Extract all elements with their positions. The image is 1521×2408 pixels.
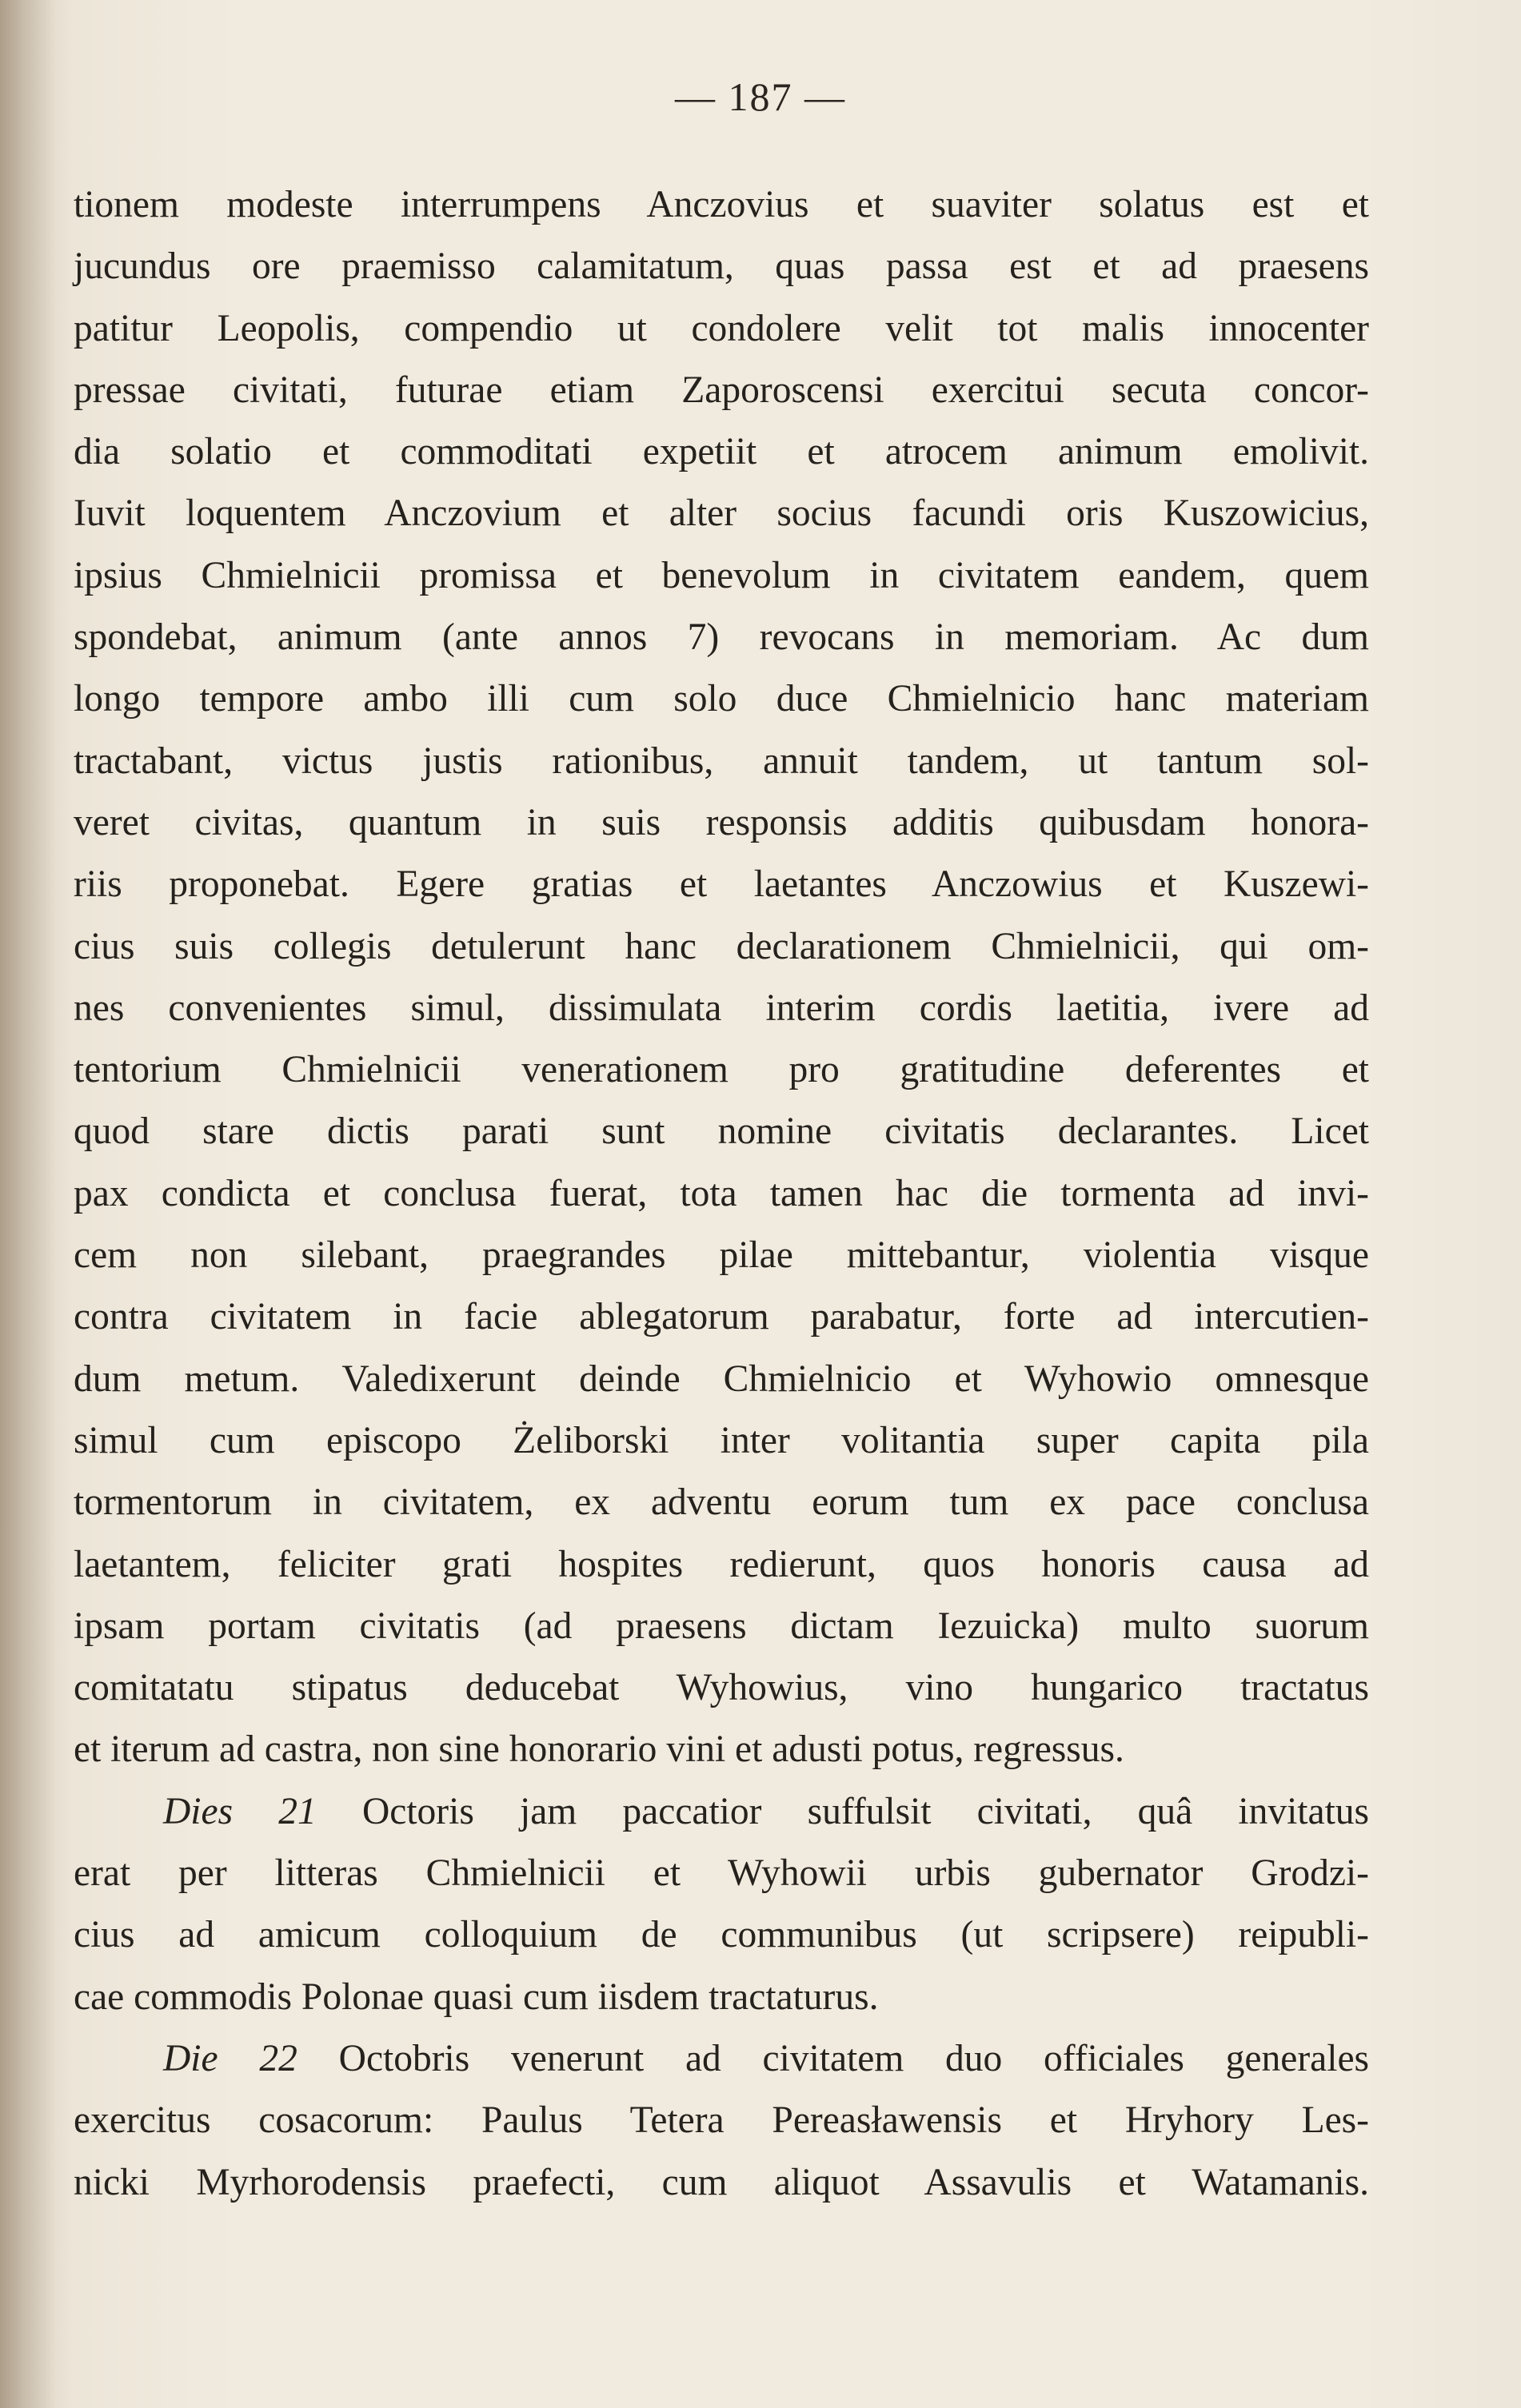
text-line: tionem modeste interrumpens Anczovius et suaviter solatus est et [74,184,1369,225]
text-line: nicki Myrhorodensis praefecti, cum aliquot Assavulis et Watamanis. [74,2161,1369,2203]
text-line: jucundus ore praemisso calamitatum, quas passa est et ad praesens [74,245,1369,288]
text-line: contra civitatem in facie ablegatorum parabatur, forte ad intercutien- [74,1296,1369,1338]
text-line: spondebat, animum (ante annos 7) revocans in memoriam. Ac dum [74,616,1369,659]
text-line: laetantem, feliciter grati hospites redierunt, quos honoris causa ad [74,1543,1369,1585]
body-text [74,174,1369,2214]
line-text: Octobris venerunt ad civitatem duo officiales generales [338,2037,1370,2079]
text-line: nes convenientes simul, dissimulata interim cordis laetitia, ivere ad [74,987,1369,1029]
text-line: pax condicta et conclusa fuerat, tota tamen hac die tormenta ad invi- [74,1172,1369,1214]
text-line: simul cum episcopo Żeliborski inter volitantia super capita pila [74,1419,1369,1461]
spine-shadow [0,0,56,2408]
text-line: patitur Leopolis, compendio ut condolere velit tot malis innocenter [74,307,1369,349]
text-line: Iuvit loquentem Anczovium et alter socius facundi oris Kuszowicius, [74,492,1369,535]
text-line: ipsam portam civitatis (ad praesens dictam Iezuicka) multo suorum [74,1605,1369,1647]
text-line [74,1781,1369,1843]
text-line [74,2028,1369,2090]
text-line: cem non silebant, praegrandes pilae mittebantur, violentia visque [74,1234,1369,1277]
page-number: — 187 — [675,74,846,119]
line-text: Octoris jam paccatior suffulsit civitati, quâ invitatus [361,1790,1370,1832]
text-line: quod stare dictis parati sunt nomine civitatis declarantes. Licet [74,1110,1369,1153]
date-lead: Dies 21 [163,1790,317,1832]
text-line: tractabant, victus justis rationibus, annuit tandem, ut tantum sol- [74,740,1369,782]
text-line: tentorium Chmielnicii venerationem pro gratitudine deferentes et [74,1049,1369,1091]
text-line: veret civitas, quantum in suis responsis additis quibusdam honora- [74,801,1369,843]
text-line: dum metum. Valedixerunt deinde Chmielnicio et Wyhowio omnesque [74,1357,1369,1400]
text-line: dia solatio et commoditati expetiit et atrocem animum emolivit. [74,431,1369,473]
text-line: erat per litteras Chmielnicii et Wyhowii urbis gubernator Grodzi- [74,1852,1369,1895]
date-lead: Die 22 [163,2037,297,2079]
text-line: longo tempore ambo illi cum solo duce Chmielnicio hanc materiam [74,678,1369,720]
text-line: et iterum ad castra, non sine honorario vini et adusti potus, regressus. [74,1728,1124,1771]
text-line: tormentorum in civitatem, ex adventu eorum tum ex pace conclusa [74,1481,1369,1524]
text-line: ipsius Chmielnicii promissa et benevolum in civitatem eandem, quem [74,554,1369,596]
text-line: exercitus cosacorum: Paulus Tetera Pereasławensis et Hryhory Les- [74,2099,1369,2142]
text-line: cius ad amicum colloquium de communibus (ut scripsere) reipubli- [74,1914,1369,1956]
text-line: cae commodis Polonae quasi cum iisdem tractaturus. [74,1975,879,2018]
text-line: riis proponebat. Egere gratias et laetantes Anczowius et Kuszewi- [74,863,1369,906]
text-line: cius suis collegis detulerunt hanc declarationem Chmielnicii, qui om- [74,925,1369,967]
text-line: comitatatu stipatus deducebat Wyhowius, vino hungarico tractatus [74,1667,1369,1709]
text-line: pressae civitati, futurae etiam Zaporoscensi exercitui secuta concor- [74,369,1369,411]
